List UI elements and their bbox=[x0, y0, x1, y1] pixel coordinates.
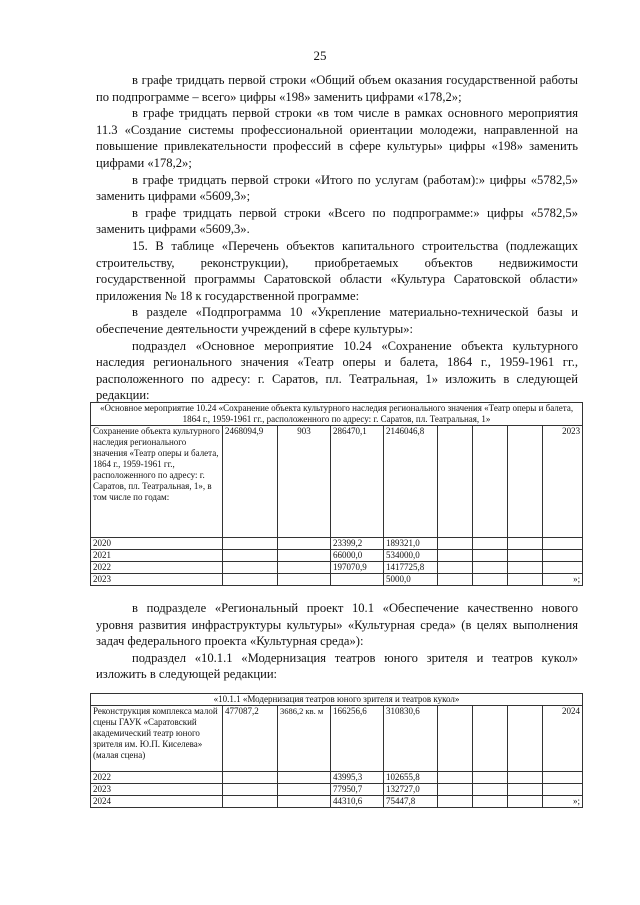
cell: 310830,6 bbox=[384, 706, 438, 772]
page-number: 25 bbox=[313, 48, 327, 63]
cell bbox=[508, 426, 543, 538]
row-label: 2022 bbox=[91, 562, 223, 574]
table-header: «Основное мероприятие 10.24 «Сохранение объекта культурного наследия регионального значения «Театр оперы и балета, 1864 г., 1959-1961 гг., расположенного по адресу: г. Саратов, пл. Театральная, 1» bbox=[91, 403, 583, 426]
paragraph: в графе тридцать первой строки «Общий объем оказания государственной работы по подпрограмме – всего» цифры «198» заменить цифрами «178,2»; bbox=[96, 73, 578, 104]
cell: 3686,2 кв. м bbox=[278, 706, 331, 772]
body-text-top bbox=[96, 72, 578, 404]
table-objects-10-24 bbox=[90, 402, 583, 586]
paragraph: 15. В таблице «Перечень объектов капитального строительства (подлежащих строительству, реконструкции), приобретаемых объектов недвижимости государственной программы Саратовской области «Культура Саратовской области» приложения № 18 к государственной программе: bbox=[96, 238, 578, 303]
cell: 197070,9 bbox=[331, 562, 384, 574]
cell bbox=[438, 706, 473, 772]
row-label: 2020 bbox=[91, 538, 223, 550]
cell: 43995,3 bbox=[331, 772, 384, 784]
cell: 5000,0 bbox=[384, 574, 438, 586]
row-label: 2023 bbox=[91, 784, 223, 796]
paragraph: в графе тридцать первой строки «Итого по услугам (работам):» цифры «5782,5» заменить цифрами «5609,3»; bbox=[96, 172, 578, 204]
row-label: 2021 bbox=[91, 550, 223, 562]
cell: 477087,2 bbox=[223, 706, 278, 772]
cell bbox=[331, 574, 384, 586]
cell bbox=[438, 426, 473, 538]
closing-quote: »; bbox=[543, 574, 583, 586]
cell: 534000,0 bbox=[384, 550, 438, 562]
cell: 102655,8 bbox=[384, 772, 438, 784]
paragraph: в разделе «Подпрограмма 10 «Укрепление материально-технической базы и обеспечение деятельности учреждений в сфере культуры»: bbox=[96, 305, 578, 336]
row-label: Реконструкция комплекса малой сцены ГАУК «Саратовский академический театр юного зрителя им. Ю.П. Киселева» (малая сцена) bbox=[91, 706, 223, 772]
body-text-mid bbox=[96, 600, 578, 683]
cell: 903 bbox=[278, 426, 331, 538]
row-label: 2022 bbox=[91, 772, 223, 784]
paragraph: подраздел «10.1.1 «Модернизация театров юного зрителя и театров кукол» изложить в следующей редакции: bbox=[96, 650, 578, 682]
closing-quote: »; bbox=[543, 796, 583, 808]
row-label: 2024 bbox=[91, 796, 223, 808]
cell bbox=[473, 706, 508, 772]
cell: 2146046,8 bbox=[384, 426, 438, 538]
cell: 189321,0 bbox=[384, 538, 438, 550]
cell: 2023 bbox=[543, 426, 583, 538]
table-objects-10-1-1 bbox=[90, 693, 583, 808]
row-label: 2023 bbox=[91, 574, 223, 586]
cell: 44310,6 bbox=[331, 796, 384, 808]
cell: 286470,1 bbox=[331, 426, 384, 538]
cell: 77950,7 bbox=[331, 784, 384, 796]
paragraph: подраздел «Основное мероприятие 10.24 «Сохранение объекта культурного наследия регионального значения «Театр оперы и балета, 1864 г., 1959-1961 гг., расположенного по адресу: г. Саратов, пл. Театральная, 1» изложить в следующей редакции: bbox=[96, 338, 578, 403]
paragraph: в графе тридцать первой строки «Всего по подпрограмме:» цифры «5782,5» заменить цифрами «5609,3». bbox=[96, 205, 578, 237]
cell: 75447,8 bbox=[384, 796, 438, 808]
cell: 132727,0 bbox=[384, 784, 438, 796]
cell: 23399,2 bbox=[331, 538, 384, 550]
cell: 2468094,9 bbox=[223, 426, 278, 538]
cell: 2024 bbox=[543, 706, 583, 772]
cell: 1417725,8 bbox=[384, 562, 438, 574]
row-label: Сохранение объекта культурного наследия регионального значения «Театр оперы и балета, 1864 г., 1959-1961 гг., расположенного по адресу: г. Саратов, пл. Театральная, 1», в том числе по годам: bbox=[91, 426, 223, 538]
paragraph: в графе тридцать первой строки «в том числе в рамках основного мероприятия 11.3 «Создание системы профессиональной ориентации молодежи, направленной на повышение привлекательности профессий в сфере культуры» цифры «198» заменить цифрами «178,2»; bbox=[96, 106, 578, 170]
cell: 166256,6 bbox=[331, 706, 384, 772]
cell bbox=[473, 426, 508, 538]
cell: 66000,0 bbox=[331, 550, 384, 562]
paragraph: в подразделе «Региональный проект 10.1 «Обеспечение качественно нового уровня развития инфраструктуры культуры» «Культурная среда» (в целях выполнения задач федерального проекта «Культурная среда»): bbox=[96, 601, 578, 649]
table-header: «10.1.1 «Модернизация театров юного зрителя и театров кукол» bbox=[91, 694, 583, 706]
cell bbox=[508, 706, 543, 772]
